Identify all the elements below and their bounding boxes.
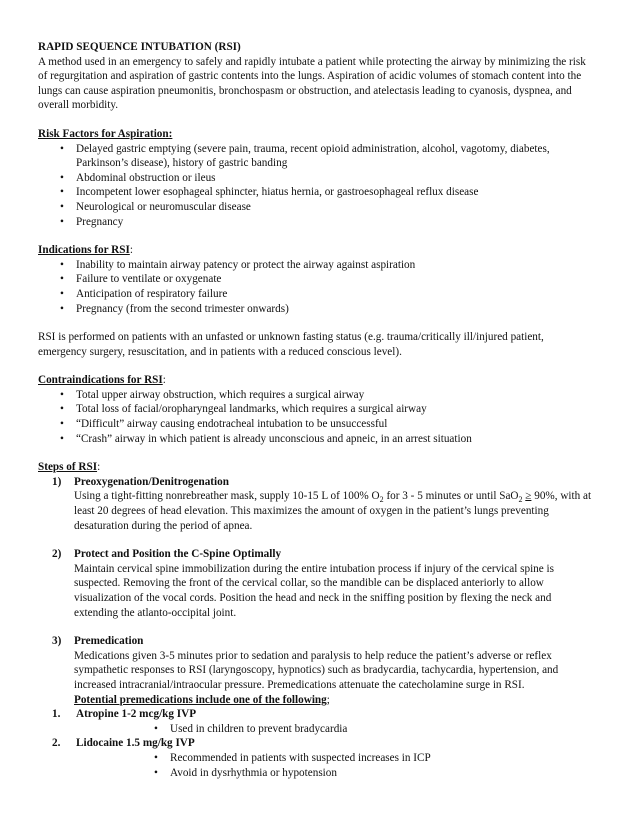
bullet-icon: • xyxy=(60,142,64,155)
list-item: • Avoid in dysrhythmia or hypotension xyxy=(154,766,337,779)
step-text: Maintain cervical spine immobilization during the entire intubation process if injury of the cervical spine is suspected. Removing the front of the cervical collar, so the mandible can be displaced anteriorly to allow visualization of the vocal cords. Position the head and neck in the sniffing position by flexing the neck and extending the atlanto-occipital joint. xyxy=(74,562,554,619)
indications-section xyxy=(38,243,594,316)
step-preoxygenation xyxy=(38,475,594,533)
list-item: • Used in children to prevent bradycardia xyxy=(154,722,348,735)
list-item: • Failure to ventilate or oxygenate xyxy=(60,273,222,286)
rsi-note-paragraph: RSI is performed on patients with an unfasted or unknown fasting status (e.g. trauma/critically ill/injured patient, emergency surgery, resuscitation, and in patients with a reduced conscious level). xyxy=(38,331,544,358)
contraindications-heading: Contraindications for RSI xyxy=(38,374,163,387)
risk-factors-list xyxy=(38,142,594,230)
steps-heading-suffix: : xyxy=(97,461,101,474)
drug-name: Lidocaine 1.5 mg/kg IVP xyxy=(76,737,195,750)
step-premedication xyxy=(38,634,594,707)
bullet-icon: • xyxy=(154,766,158,779)
list-item: • Incompetent lower esophageal sphincter, hiatus hernia, or gastroesophageal reflux disease xyxy=(60,186,479,199)
steps-list xyxy=(38,475,594,707)
step-title: Preoxygenation/Denitrogenation xyxy=(74,475,229,488)
bullet-icon: • xyxy=(154,722,158,735)
step-title: Premedication xyxy=(74,635,144,648)
premedications-heading-line: Potential premedications include one of the following; xyxy=(74,693,330,706)
risk-factors-heading: Risk Factors for Aspiration: xyxy=(38,127,173,140)
bullet-icon: • xyxy=(60,171,64,184)
bullet-icon: • xyxy=(60,418,64,431)
list-item: • Neurological or neuromuscular disease xyxy=(60,200,251,213)
list-item: • Inability to maintain airway patency or protect the airway against aspiration xyxy=(60,258,416,271)
contraindications-heading-suffix: : xyxy=(162,374,166,387)
bullet-icon: • xyxy=(60,388,64,401)
contraindications-section xyxy=(38,373,594,446)
risk-factors-section xyxy=(38,127,594,229)
indications-heading: Indications for RSI xyxy=(38,244,130,257)
bullet-icon: • xyxy=(60,215,64,228)
step-number: 2) xyxy=(52,548,62,561)
premedications-heading: Potential premedications include one of the following xyxy=(74,693,327,706)
step-number: 1) xyxy=(52,475,62,488)
bullet-icon: • xyxy=(60,200,64,213)
intro-paragraph: A method used in an emergency to safely and rapidly intubate a patient while protecting the airway by minimizing the risk of regurgitation and aspiration of gastric contents into the lungs. Aspiration of acidic volumes of stomach content into the lungs can cause aspiration pneumonitis, bronchospasm or obstruction, and atelectasis leading to cyanosis, dyspnea, and overall morbidity. xyxy=(38,55,586,112)
step-protect-c-spine xyxy=(38,547,594,620)
step-text: Using a tight-fitting nonrebreather mask, supply 10-15 L of 100% $O_2$ for 3 - 5 minutes or until SaO$_2$ ≥ 90%, with at least 20 degrees of head elevation. This maximizes the amount of oxygen in the patient’s lungs preventing desaturation during the period of apnea. xyxy=(74,490,592,532)
lidocaine-notes xyxy=(38,751,594,780)
drug-number: 2. xyxy=(52,737,61,750)
bullet-icon: • xyxy=(60,273,64,286)
bullet-icon: • xyxy=(60,403,64,416)
indications-heading-suffix: : xyxy=(129,244,133,257)
step-number: 3) xyxy=(52,635,62,648)
bullet-icon: • xyxy=(60,302,64,315)
list-item: • Pregnancy (from the second trimester onwards) xyxy=(60,302,289,315)
step-title: Protect and Position the C-Spine Optimally xyxy=(74,548,282,561)
step-text: Medications given 3-5 minutes prior to sedation and paralysis to help reduce the patient’s adverse or reflex sympathetic responses to RSI (laryngoscopy, hypnotics) such as bradycardia, tachycardia, hypertension, and increased intracranial/intraocular pressure. Premedications attenuate the catecholamine surge in RSI. xyxy=(74,649,559,691)
drug-lidocaine xyxy=(38,736,594,751)
list-item: • Anticipation of respiratory failure xyxy=(60,287,228,300)
bullet-icon: • xyxy=(60,287,64,300)
steps-section xyxy=(38,460,594,780)
drug-name: Atropine 1-2 mcg/kg IVP xyxy=(76,708,197,721)
greater-equal-symbol: ≥ xyxy=(525,490,532,503)
bullet-icon: • xyxy=(154,751,158,764)
bullet-icon: • xyxy=(60,186,64,199)
list-item: • Pregnancy xyxy=(60,215,124,228)
drug-number: 1. xyxy=(52,708,61,721)
bullet-icon: • xyxy=(60,258,64,271)
contraindications-list xyxy=(38,388,594,446)
list-item: • Delayed gastric emptying (severe pain, trauma, recent opioid administration, alcohol, vagotomy, diabetes, Parkinson’s disease), history of gastric banding xyxy=(60,142,550,170)
indications-list xyxy=(38,258,594,316)
steps-heading: Steps of RSI xyxy=(38,461,98,474)
atropine-notes xyxy=(38,722,594,737)
document-title: RAPID SEQUENCE INTUBATION (RSI) xyxy=(38,41,241,53)
list-item: • Abdominal obstruction or ileus xyxy=(60,171,216,184)
list-item: • Total upper airway obstruction, which requires a surgical airway xyxy=(60,388,365,401)
list-item: • “Difficult” airway causing endotracheal intubation to be unsuccessful xyxy=(60,418,388,431)
list-item: • Total loss of facial/oropharyngeal landmarks, which requires a surgical airway xyxy=(60,403,427,416)
list-item: • “Crash” airway in which patient is already unconscious and apneic, in an arrest situation xyxy=(60,432,472,445)
list-item: • Recommended in patients with suspected increases in ICP xyxy=(154,751,431,764)
drug-atropine xyxy=(38,707,594,722)
bullet-icon: • xyxy=(60,432,64,445)
